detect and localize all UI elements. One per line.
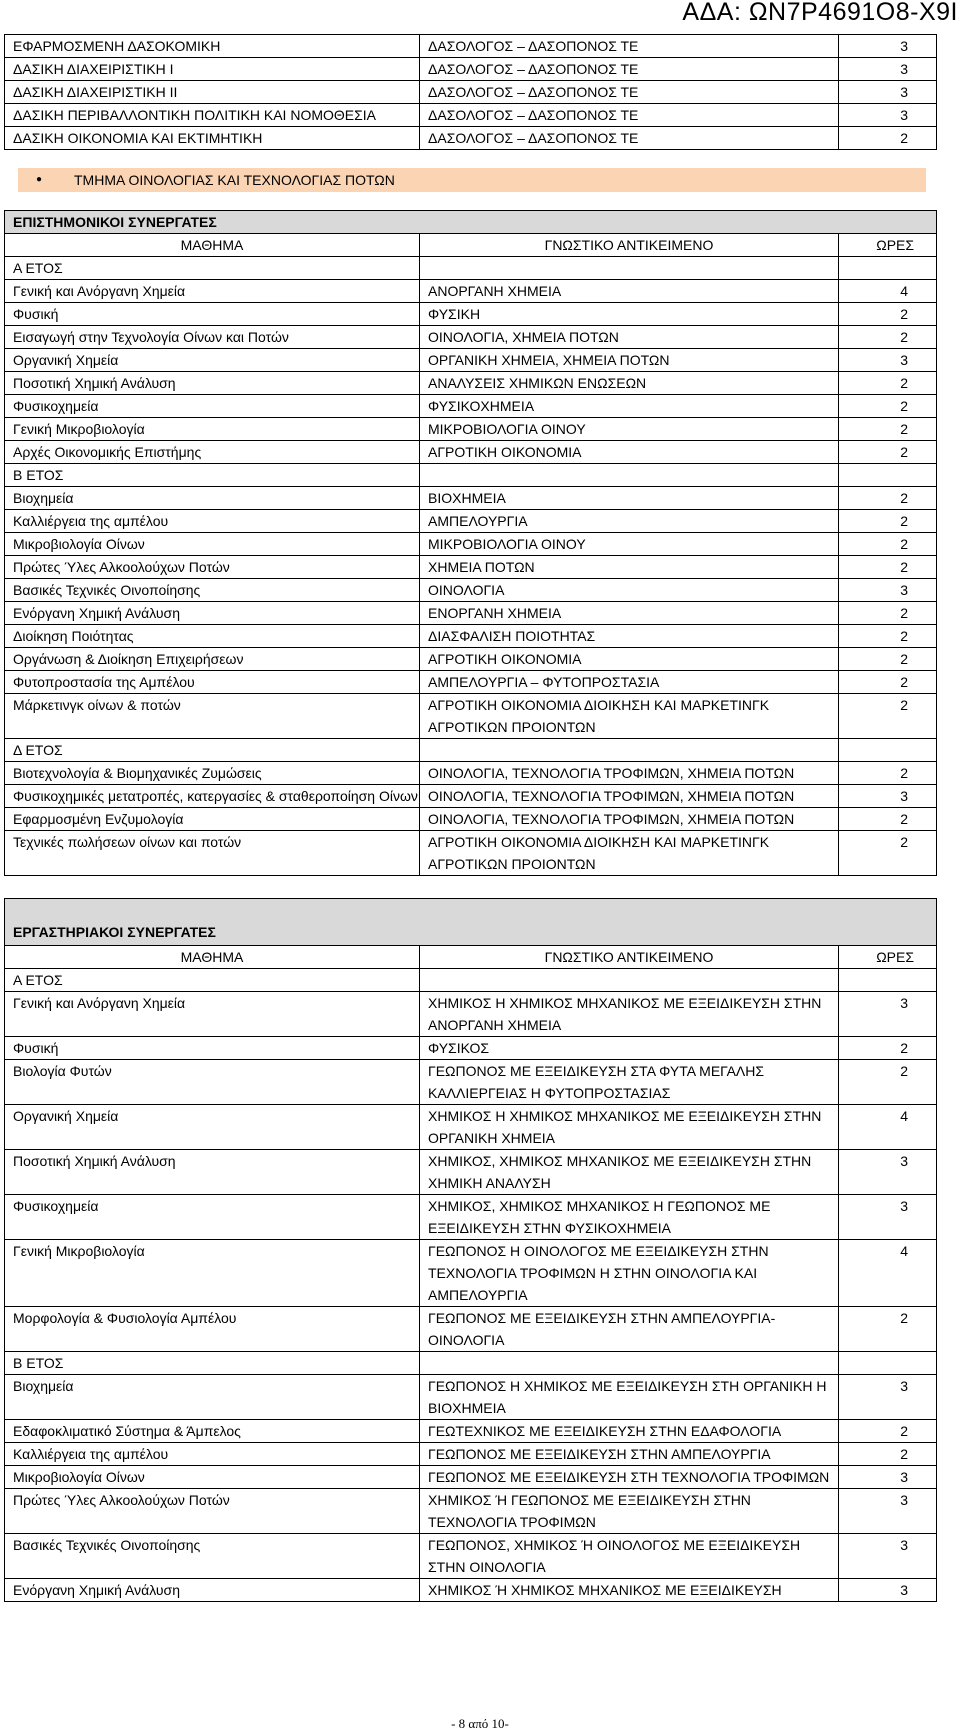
course-cell: Γενική και Ανόργανη Χημεία bbox=[5, 992, 420, 1037]
subject-cell: ΓΕΩΤΕΧΝΙΚΟΣ ΜΕ ΕΞΕΙΔΙΚΕΥΣΗ ΣΤΗΝ ΕΔΑΦΟΛΟΓΙΑ bbox=[420, 1420, 839, 1443]
subject-cell: ΑΜΠΕΛΟΥΡΓΙΑ bbox=[420, 510, 839, 533]
table-row bbox=[5, 1489, 937, 1534]
page-footer: - 8 από 10- bbox=[451, 1716, 509, 1731]
subject-cell: ΔΑΣΟΛΟΓΟΣ – ΔΑΣΟΠΟΝΟΣ ΤΕ bbox=[420, 127, 839, 150]
course-cell: Ποσοτική Χημική Ανάλυση bbox=[5, 372, 420, 395]
course-cell: Οργανική Χημεία bbox=[5, 349, 420, 372]
course-cell: Εισαγωγή στην Τεχνολογία Οίνων και Ποτών bbox=[5, 326, 420, 349]
course-cell: Πρώτες Ύλες Αλκοολούχων Ποτών bbox=[5, 1489, 420, 1534]
hours-cell: 2 bbox=[839, 1037, 937, 1060]
table-row bbox=[5, 1443, 937, 1466]
subject-cell: ΒΙΟΧΗΜΕΙΑ bbox=[420, 487, 839, 510]
course-cell: Διοίκηση Ποιότητας bbox=[5, 625, 420, 648]
hours-cell: 3 bbox=[839, 349, 937, 372]
department-title: ΤΜΗΜΑ ΟΙΝΟΛΟΓΙΑΣ ΚΑΙ ΤΕΧΝΟΛΟΓΙΑΣ ΠΟΤΩΝ bbox=[74, 172, 395, 188]
course-cell: Βιοχημεία bbox=[5, 487, 420, 510]
hours-cell: 2 bbox=[839, 441, 937, 464]
table-row bbox=[5, 1037, 937, 1060]
table-row bbox=[5, 1307, 937, 1352]
subject-cell: ΑΓΡΟΤΙΚΗ ΟΙΚΟΝΟΜΙΑ ΔΙΟΙΚΗΣΗ ΚΑΙ ΜΑΡΚΕΤΙΝΓΚ ΑΓΡΟΤΙΚΩΝ ΠΡΟΙΟΝΤΩΝ bbox=[420, 694, 839, 739]
hours-cell: 2 bbox=[839, 602, 937, 625]
table-row bbox=[5, 671, 937, 694]
subject-cell: ΧΗΜΙΚΟΣ, ΧΗΜΙΚΟΣ ΜΗΧΑΝΙΚΟΣ Η ΓΕΩΠΟΝΟΣ ΜΕ ΕΞΕΙΔΙΚΕΥΣΗ ΣΤΗΝ ΦΥΣΙΚΟΧΗΜΕΙΑ bbox=[420, 1195, 839, 1240]
subject-cell: ΜΙΚΡΟΒΙΟΛΟΓΙΑ ΟΙΝΟΥ bbox=[420, 533, 839, 556]
section-title-row bbox=[5, 211, 937, 234]
year-row bbox=[5, 1352, 937, 1375]
table-row bbox=[5, 785, 937, 808]
subject-cell: ΓΕΩΠΟΝΟΣ ΜΕ ΕΞΕΙΔΙΚΕΥΣΗ ΣΤΗ ΤΕΧΝΟΛΟΓΙΑ ΤΡΟΦΙΜΩΝ bbox=[420, 1466, 839, 1489]
subject-cell: ΓΕΩΠΟΝΟΣ ΜΕ ΕΞΕΙΔΙΚΕΥΣΗ ΣΤΗΝ ΑΜΠΕΛΟΥΡΓΙΑ bbox=[420, 1443, 839, 1466]
subject-cell: ΑΜΠΕΛΟΥΡΓΙΑ – ΦΥΤΟΠΡΟΣΤΑΣΙΑ bbox=[420, 671, 839, 694]
hours-cell: 2 bbox=[839, 625, 937, 648]
course-cell: Φυτοπροστασία της Αμπέλου bbox=[5, 671, 420, 694]
course-cell: Τεχνικές πωλήσεων οίνων και ποτών bbox=[5, 831, 420, 876]
subject-cell: ΔΑΣΟΛΟΓΟΣ – ΔΑΣΟΠΟΝΟΣ ΤΕ bbox=[420, 58, 839, 81]
course-cell: ΔΑΣΙΚΗ ΠΕΡΙΒΑΛΛΟΝΤΙΚΗ ΠΟΛΙΤΙΚΗ ΚΑΙ ΝΟΜΟΘΕΣΙΑ bbox=[5, 104, 420, 127]
empty-cell bbox=[420, 1352, 839, 1375]
table-row bbox=[5, 992, 937, 1037]
hours-cell: 2 bbox=[839, 418, 937, 441]
hours-cell: 2 bbox=[839, 1307, 937, 1352]
subject-cell: ΧΗΜΙΚΟΣ Ή ΓΕΩΠΟΝΟΣ ΜΕ ΕΞΕΙΔΙΚΕΥΣΗ ΣΤΗΝ ΤΕΧΝΟΛΟΓΙΑ ΤΡΟΦΙΜΩΝ bbox=[420, 1489, 839, 1534]
hours-cell: 3 bbox=[839, 1375, 937, 1420]
table-row bbox=[5, 1105, 937, 1150]
course-cell: ΔΑΣΙΚΗ ΔΙΑΧΕΙΡΙΣΤΙΚΗ Ι bbox=[5, 58, 420, 81]
subject-cell: ΟΙΝΟΛΟΓΙΑ, ΤΕΧΝΟΛΟΓΙΑ ΤΡΟΦΙΜΩΝ, ΧΗΜΕΙΑ ΠΟΤΩΝ bbox=[420, 808, 839, 831]
course-cell: Εδαφοκλιματικό Σύστημα & Άμπελος bbox=[5, 1420, 420, 1443]
table-row bbox=[5, 487, 937, 510]
subject-cell: ΔΑΣΟΛΟΓΟΣ – ΔΑΣΟΠΟΝΟΣ ΤΕ bbox=[420, 104, 839, 127]
top-table bbox=[4, 34, 937, 150]
course-cell: Πρώτες Ύλες Αλκοολούχων Ποτών bbox=[5, 556, 420, 579]
table-row bbox=[5, 58, 937, 81]
subject-cell: ΑΓΡΟΤΙΚΗ ΟΙΚΟΝΟΜΙΑ bbox=[420, 441, 839, 464]
subject-cell: ΕΝΟΡΓΑΝΗ ΧΗΜΕΙΑ bbox=[420, 602, 839, 625]
hours-cell: 2 bbox=[839, 510, 937, 533]
hours-cell: 2 bbox=[839, 487, 937, 510]
hours-cell: 2 bbox=[839, 395, 937, 418]
empty-cell bbox=[420, 969, 839, 992]
table-row bbox=[5, 808, 937, 831]
table-row bbox=[5, 418, 937, 441]
table-row bbox=[5, 127, 937, 150]
subject-cell: ΓΕΩΠΟΝΟΣ, ΧΗΜΙΚΟΣ Ή ΟΙΝΟΛΟΓΟΣ ΜΕ ΕΞΕΙΔΙΚΕΥΣΗ ΣΤΗΝ ΟΙΝΟΛΟΓΙΑ bbox=[420, 1534, 839, 1579]
hours-cell: 3 bbox=[839, 1466, 937, 1489]
table-row bbox=[5, 1240, 937, 1307]
table-row bbox=[5, 349, 937, 372]
course-cell: Ποσοτική Χημική Ανάλυση bbox=[5, 1150, 420, 1195]
hours-cell: 3 bbox=[839, 1534, 937, 1579]
table-row bbox=[5, 1195, 937, 1240]
section-title: ΕΡΓΑΣΤΗΡΙΑΚΟΙ ΣΥΝΕΡΓΑΤΕΣ bbox=[5, 899, 937, 946]
subject-cell: ΦΥΣΙΚΗ bbox=[420, 303, 839, 326]
table-row bbox=[5, 1420, 937, 1443]
year-row bbox=[5, 464, 937, 487]
course-cell: Οργανική Χημεία bbox=[5, 1105, 420, 1150]
subject-cell: ΓΕΩΠΟΝΟΣ ΜΕ ΕΞΕΙΔΙΚΕΥΣΗ ΣΤΗΝ ΑΜΠΕΛΟΥΡΓΙΑ-ΟΙΝΟΛΟΓΙΑ bbox=[420, 1307, 839, 1352]
course-cell: ΔΑΣΙΚΗ ΟΙΚΟΝΟΜΙΑ ΚΑΙ ΕΚΤΙΜΗΤΙΚΗ bbox=[5, 127, 420, 150]
subject-cell: ΟΙΝΟΛΟΓΙΑ, ΧΗΜΕΙΑ ΠΟΤΩΝ bbox=[420, 326, 839, 349]
subject-cell: ΧΗΜΕΙΑ ΠΟΤΩΝ bbox=[420, 556, 839, 579]
table-row bbox=[5, 1579, 937, 1602]
table-row bbox=[5, 533, 937, 556]
lab-table bbox=[4, 898, 937, 1602]
hours-cell: 2 bbox=[839, 1420, 937, 1443]
hours-cell: 2 bbox=[839, 694, 937, 739]
subject-cell: ΧΗΜΙΚΟΣ Η ΧΗΜΙΚΟΣ ΜΗΧΑΝΙΚΟΣ ΜΕ ΕΞΕΙΔΙΚΕΥΣΗ ΣΤΗΝ ΑΝΟΡΓΑΝΗ ΧΗΜΕΙΑ bbox=[420, 992, 839, 1037]
course-cell: Φυσική bbox=[5, 303, 420, 326]
section-title: ΕΠΙΣΤΗΜΟΝΙΚΟΙ ΣΥΝΕΡΓΑΤΕΣ bbox=[5, 211, 937, 234]
hours-cell: 2 bbox=[839, 303, 937, 326]
empty-cell bbox=[839, 739, 937, 762]
table-row bbox=[5, 81, 937, 104]
table-row bbox=[5, 104, 937, 127]
table-row bbox=[5, 1375, 937, 1420]
course-cell: Φυσική bbox=[5, 1037, 420, 1060]
course-cell: Φυσικοχημικές μετατροπές, κατεργασίες & σταθεροποίηση Οίνων bbox=[5, 785, 420, 808]
empty-cell bbox=[420, 257, 839, 280]
course-cell: Μικροβιολογία Οίνων bbox=[5, 533, 420, 556]
subject-cell: ΟΙΝΟΛΟΓΙΑ, ΤΕΧΝΟΛΟΓΙΑ ΤΡΟΦΙΜΩΝ, ΧΗΜΕΙΑ ΠΟΤΩΝ bbox=[420, 762, 839, 785]
year-label: Δ ΕΤΟΣ bbox=[5, 739, 420, 762]
course-cell: Βασικές Τεχνικές Οινοποίησης bbox=[5, 579, 420, 602]
course-cell: ΕΦΑΡΜΟΣΜΕΝΗ ΔΑΣΟΚΟΜΙΚΗ bbox=[5, 35, 420, 58]
col-header-course: ΜΑΘΗΜΑ bbox=[5, 234, 420, 257]
bullet-icon: ● bbox=[36, 174, 43, 185]
course-cell: Μάρκετινγκ οίνων & ποτών bbox=[5, 694, 420, 739]
subject-cell: ΑΝΑΛΥΣΕΙΣ ΧΗΜΙΚΩΝ ΕΝΩΣΕΩΝ bbox=[420, 372, 839, 395]
hours-cell: 3 bbox=[839, 1195, 937, 1240]
table-row bbox=[5, 1466, 937, 1489]
hours-cell: 2 bbox=[839, 127, 937, 150]
subject-cell: ΔΑΣΟΛΟΓΟΣ – ΔΑΣΟΠΟΝΟΣ ΤΕ bbox=[420, 35, 839, 58]
year-row bbox=[5, 739, 937, 762]
col-header-hours: ΩΡΕΣ bbox=[839, 946, 937, 969]
subject-cell: ΧΗΜΙΚΟΣ Ή ΧΗΜΙΚΟΣ ΜΗΧΑΝΙΚΟΣ ΜΕ ΕΞΕΙΔΙΚΕΥΣΗ bbox=[420, 1579, 839, 1602]
hours-cell: 3 bbox=[839, 1489, 937, 1534]
year-label: Β ΕΤΟΣ bbox=[5, 1352, 420, 1375]
lab-table-body bbox=[5, 899, 937, 1602]
table-row bbox=[5, 648, 937, 671]
hours-cell: 3 bbox=[839, 992, 937, 1037]
year-row bbox=[5, 257, 937, 280]
subject-cell: ΧΗΜΙΚΟΣ Η ΧΗΜΙΚΟΣ ΜΗΧΑΝΙΚΟΣ ΜΕ ΕΞΕΙΔΙΚΕΥΣΗ ΣΤΗΝ ΟΡΓΑΝΙΚΗ ΧΗΜΕΙΑ bbox=[420, 1105, 839, 1150]
hours-cell: 2 bbox=[839, 372, 937, 395]
table-row bbox=[5, 326, 937, 349]
col-header-subject: ΓΝΩΣΤΙΚΟ ΑΝΤΙΚΕΙΜΕΝΟ bbox=[420, 234, 839, 257]
col-header-course: ΜΑΘΗΜΑ bbox=[5, 946, 420, 969]
hours-cell: 2 bbox=[839, 648, 937, 671]
table-row bbox=[5, 35, 937, 58]
table-row bbox=[5, 1150, 937, 1195]
subject-cell: ΑΝΟΡΓΑΝΗ ΧΗΜΕΙΑ bbox=[420, 280, 839, 303]
empty-cell bbox=[839, 464, 937, 487]
col-header-subject: ΓΝΩΣΤΙΚΟ ΑΝΤΙΚΕΙΜΕΝΟ bbox=[420, 946, 839, 969]
scientific-table bbox=[4, 210, 937, 876]
hours-cell: 2 bbox=[839, 671, 937, 694]
course-cell: Βασικές Τεχνικές Οινοποίησης bbox=[5, 1534, 420, 1579]
course-cell: Καλλιέργεια της αμπέλου bbox=[5, 510, 420, 533]
table-row bbox=[5, 694, 937, 739]
course-cell: ΔΑΣΙΚΗ ΔΙΑΧΕΙΡΙΣΤΙΚΗ ΙΙ bbox=[5, 81, 420, 104]
hours-cell: 2 bbox=[839, 1443, 937, 1466]
course-cell: Καλλιέργεια της αμπέλου bbox=[5, 1443, 420, 1466]
empty-cell bbox=[420, 739, 839, 762]
table-row bbox=[5, 579, 937, 602]
year-label: Β ΕΤΟΣ bbox=[5, 464, 420, 487]
subject-cell: ΑΓΡΟΤΙΚΗ ΟΙΚΟΝΟΜΙΑ ΔΙΟΙΚΗΣΗ ΚΑΙ ΜΑΡΚΕΤΙΝΓΚ ΑΓΡΟΤΙΚΩΝ ΠΡΟΙΟΝΤΩΝ bbox=[420, 831, 839, 876]
hours-cell: 4 bbox=[839, 280, 937, 303]
subject-cell: ΟΙΝΟΛΟΓΙΑ bbox=[420, 579, 839, 602]
col-header-hours: ΩΡΕΣ bbox=[839, 234, 937, 257]
subject-cell: ΧΗΜΙΚΟΣ, ΧΗΜΙΚΟΣ ΜΗΧΑΝΙΚΟΣ ΜΕ ΕΞΕΙΔΙΚΕΥΣΗ ΣΤΗΝ ΧΗΜΙΚΗ ΑΝΑΛΥΣΗ bbox=[420, 1150, 839, 1195]
subject-cell: ΓΕΩΠΟΝΟΣ Η ΧΗΜΙΚΟΣ ΜΕ ΕΞΕΙΔΙΚΕΥΣΗ ΣΤΗ ΟΡΓΑΝΙΚΗ Η ΒΙΟΧΗΜΕΙΑ bbox=[420, 1375, 839, 1420]
department-heading bbox=[18, 168, 926, 192]
hours-cell: 3 bbox=[839, 579, 937, 602]
column-header-row bbox=[5, 234, 937, 257]
empty-cell bbox=[420, 464, 839, 487]
year-row bbox=[5, 969, 937, 992]
table-row bbox=[5, 831, 937, 876]
table-row bbox=[5, 280, 937, 303]
course-cell: Φυσικοχημεία bbox=[5, 1195, 420, 1240]
empty-cell bbox=[839, 257, 937, 280]
table-row bbox=[5, 1534, 937, 1579]
course-cell: Εφαρμοσμένη Ενζυμολογία bbox=[5, 808, 420, 831]
subject-cell: ΔΑΣΟΛΟΓΟΣ – ΔΑΣΟΠΟΝΟΣ ΤΕ bbox=[420, 81, 839, 104]
subject-cell: ΟΙΝΟΛΟΓΙΑ, ΤΕΧΝΟΛΟΓΙΑ ΤΡΟΦΙΜΩΝ, ΧΗΜΕΙΑ ΠΟΤΩΝ bbox=[420, 785, 839, 808]
year-label: Α ΕΤΟΣ bbox=[5, 257, 420, 280]
empty-cell bbox=[839, 969, 937, 992]
course-cell: Φυσικοχημεία bbox=[5, 395, 420, 418]
table-row bbox=[5, 303, 937, 326]
hours-cell: 2 bbox=[839, 533, 937, 556]
course-cell: Βιολογία Φυτών bbox=[5, 1060, 420, 1105]
course-cell: Ενόργανη Χημική Ανάλυση bbox=[5, 1579, 420, 1602]
hours-cell: 4 bbox=[839, 1105, 937, 1150]
empty-cell bbox=[839, 1352, 937, 1375]
subject-cell: ΓΕΩΠΟΝΟΣ Η ΟΙΝΟΛΟΓΟΣ ΜΕ ΕΞΕΙΔΙΚΕΥΣΗ ΣΤΗΝ ΤΕΧΝΟΛΟΓΙΑ ΤΡΟΦΙΜΩΝ Η ΣΤΗΝ ΟΙΝΟΛΟΓΙΑ ΚΑΙ ΑΜΠΕΛΟΥΡΓΙΑ bbox=[420, 1240, 839, 1307]
subject-cell: ΟΡΓΑΝΙΚΗ ΧΗΜΕΙΑ, ΧΗΜΕΙΑ ΠΟΤΩΝ bbox=[420, 349, 839, 372]
hours-cell: 2 bbox=[839, 1060, 937, 1105]
course-cell: Βιοτεχνολογία & Βιομηχανικές Ζυμώσεις bbox=[5, 762, 420, 785]
course-cell: Αρχές Οικονομικής Επιστήμης bbox=[5, 441, 420, 464]
hours-cell: 3 bbox=[839, 1150, 937, 1195]
hours-cell: 3 bbox=[839, 1579, 937, 1602]
course-cell: Γενική Μικροβιολογία bbox=[5, 1240, 420, 1307]
top-table-body bbox=[5, 35, 937, 150]
course-cell: Γενική Μικροβιολογία bbox=[5, 418, 420, 441]
table-row bbox=[5, 762, 937, 785]
hours-cell: 2 bbox=[839, 762, 937, 785]
hours-cell: 3 bbox=[839, 81, 937, 104]
subject-cell: ΜΙΚΡΟΒΙΟΛΟΓΙΑ ΟΙΝΟΥ bbox=[420, 418, 839, 441]
hours-cell: 3 bbox=[839, 58, 937, 81]
course-cell: Γενική και Ανόργανη Χημεία bbox=[5, 280, 420, 303]
column-header-row bbox=[5, 946, 937, 969]
document-id: ΑΔΑ: ΩΝ7Ρ4691Ο8-Χ9Ι bbox=[682, 0, 958, 26]
table-row bbox=[5, 395, 937, 418]
course-cell: Μορφολογία & Φυσιολογία Αμπέλου bbox=[5, 1307, 420, 1352]
subject-cell: ΔΙΑΣΦΑΛΙΣΗ ΠΟΙΟΤΗΤΑΣ bbox=[420, 625, 839, 648]
table-row bbox=[5, 1060, 937, 1105]
table-row bbox=[5, 625, 937, 648]
subject-cell: ΦΥΣΙΚΟΣ bbox=[420, 1037, 839, 1060]
hours-cell: 2 bbox=[839, 556, 937, 579]
hours-cell: 2 bbox=[839, 831, 937, 876]
subject-cell: ΦΥΣΙΚΟΧΗΜΕΙΑ bbox=[420, 395, 839, 418]
table-row bbox=[5, 510, 937, 533]
subject-cell: ΑΓΡΟΤΙΚΗ ΟΙΚΟΝΟΜΙΑ bbox=[420, 648, 839, 671]
hours-cell: 2 bbox=[839, 808, 937, 831]
course-cell: Βιοχημεία bbox=[5, 1375, 420, 1420]
table-row bbox=[5, 556, 937, 579]
course-cell: Ενόργανη Χημική Ανάλυση bbox=[5, 602, 420, 625]
table-row bbox=[5, 602, 937, 625]
hours-cell: 4 bbox=[839, 1240, 937, 1307]
table-row bbox=[5, 441, 937, 464]
hours-cell: 3 bbox=[839, 35, 937, 58]
section-title-row bbox=[5, 899, 937, 946]
year-label: Α ΕΤΟΣ bbox=[5, 969, 420, 992]
hours-cell: 3 bbox=[839, 104, 937, 127]
table-row bbox=[5, 372, 937, 395]
course-cell: Μικροβιολογία Οίνων bbox=[5, 1466, 420, 1489]
scientific-table-body bbox=[5, 211, 937, 876]
subject-cell: ΓΕΩΠΟΝΟΣ ΜΕ ΕΞΕΙΔΙΚΕΥΣΗ ΣΤΑ ΦΥΤΑ ΜΕΓΑΛΗΣ ΚΑΛΛΙΕΡΓΕΙΑΣ Η ΦΥΤΟΠΡΟΣΤΑΣΙΑΣ bbox=[420, 1060, 839, 1105]
hours-cell: 3 bbox=[839, 785, 937, 808]
hours-cell: 2 bbox=[839, 326, 937, 349]
course-cell: Οργάνωση & Διοίκηση Επιχειρήσεων bbox=[5, 648, 420, 671]
